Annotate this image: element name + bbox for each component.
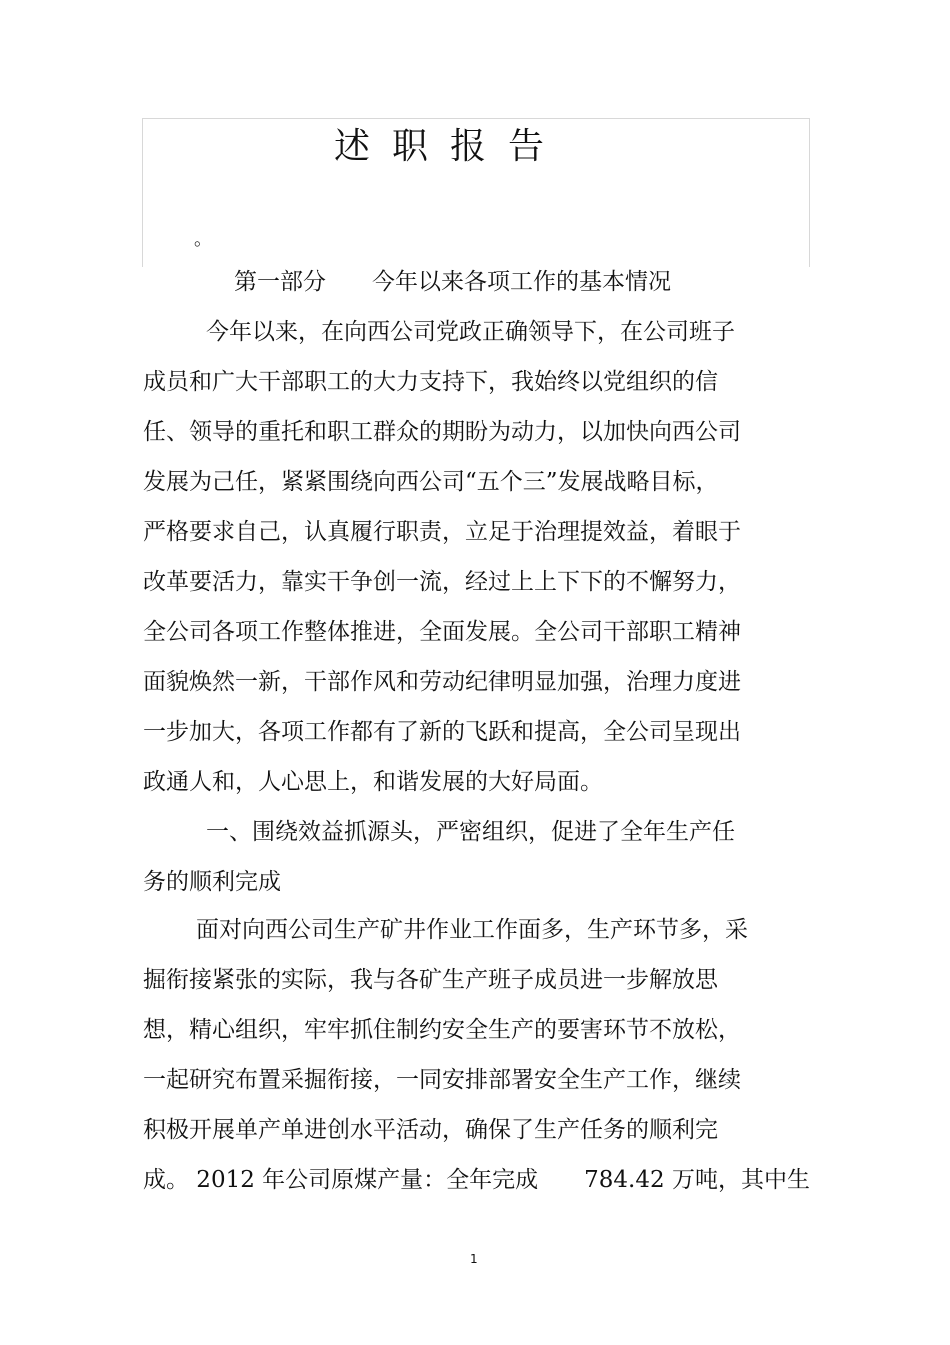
paragraph-line: 一步加大，各项工作都有了新的飞跃和提高，全公司呈现出 — [143, 719, 741, 745]
paragraph-line: 今年以来，在向西公司党政正确领导下，在公司班子 — [206, 319, 735, 345]
page-number: 1 — [470, 1252, 478, 1266]
paragraph-line: 一起研究布置采掘衔接，一同安排部署安全生产工作，继续 — [143, 1067, 741, 1093]
paragraph-line: 成。 2012 年公司原煤产量：全年完成 784.42 万吨，其中生 — [143, 1167, 810, 1193]
paragraph-line: 积极开展单产单进创水平活动，确保了生产任务的顺利完 — [143, 1117, 718, 1143]
title-mark: 。 — [194, 229, 212, 250]
section-heading: 第一部分 今年以来各项工作的基本情况 — [234, 269, 671, 295]
paragraph-line: 掘衔接紧张的实际，我与各矿生产班子成员进一步解放思 — [143, 967, 718, 993]
subheading-line: 务的顺利完成 — [143, 869, 281, 895]
paragraph-line: 成员和广大干部职工的大力支持下，我始终以党组织的信 — [143, 369, 718, 395]
paragraph-line: 发展为己任，紧紧围绕向西公司“五个三”发展战略目标， — [143, 469, 719, 495]
paragraph-line: 任、领导的重托和职工群众的期盼为动力，以加快向西公司 — [143, 419, 741, 445]
subheading-line: 一、围绕效益抓源头，严密组织，促进了全年生产任 — [206, 819, 735, 845]
paragraph-line: 想，精心组织，牢牢抓住制约安全生产的要害环节不放松， — [143, 1017, 741, 1043]
paragraph-line: 严格要求自己，认真履行职责，立足于治理提效益，着眼于 — [143, 519, 741, 545]
paragraph-line: 政通人和，人心思上，和谐发展的大好局面。 — [143, 769, 603, 795]
paragraph-line: 全公司各项工作整体推进，全面发展。全公司干部职工精神 — [143, 619, 741, 645]
page-title: 述职报告 — [334, 126, 567, 167]
paragraph-line: 改革要活力，靠实干争创一流，经过上上下下的不懈努力， — [143, 569, 741, 595]
paragraph-line: 面对向西公司生产矿井作业工作面多，生产环节多，采 — [196, 917, 748, 943]
paragraph-line: 面貌焕然一新，干部作风和劳动纪律明显加强，治理力度进 — [143, 669, 741, 695]
